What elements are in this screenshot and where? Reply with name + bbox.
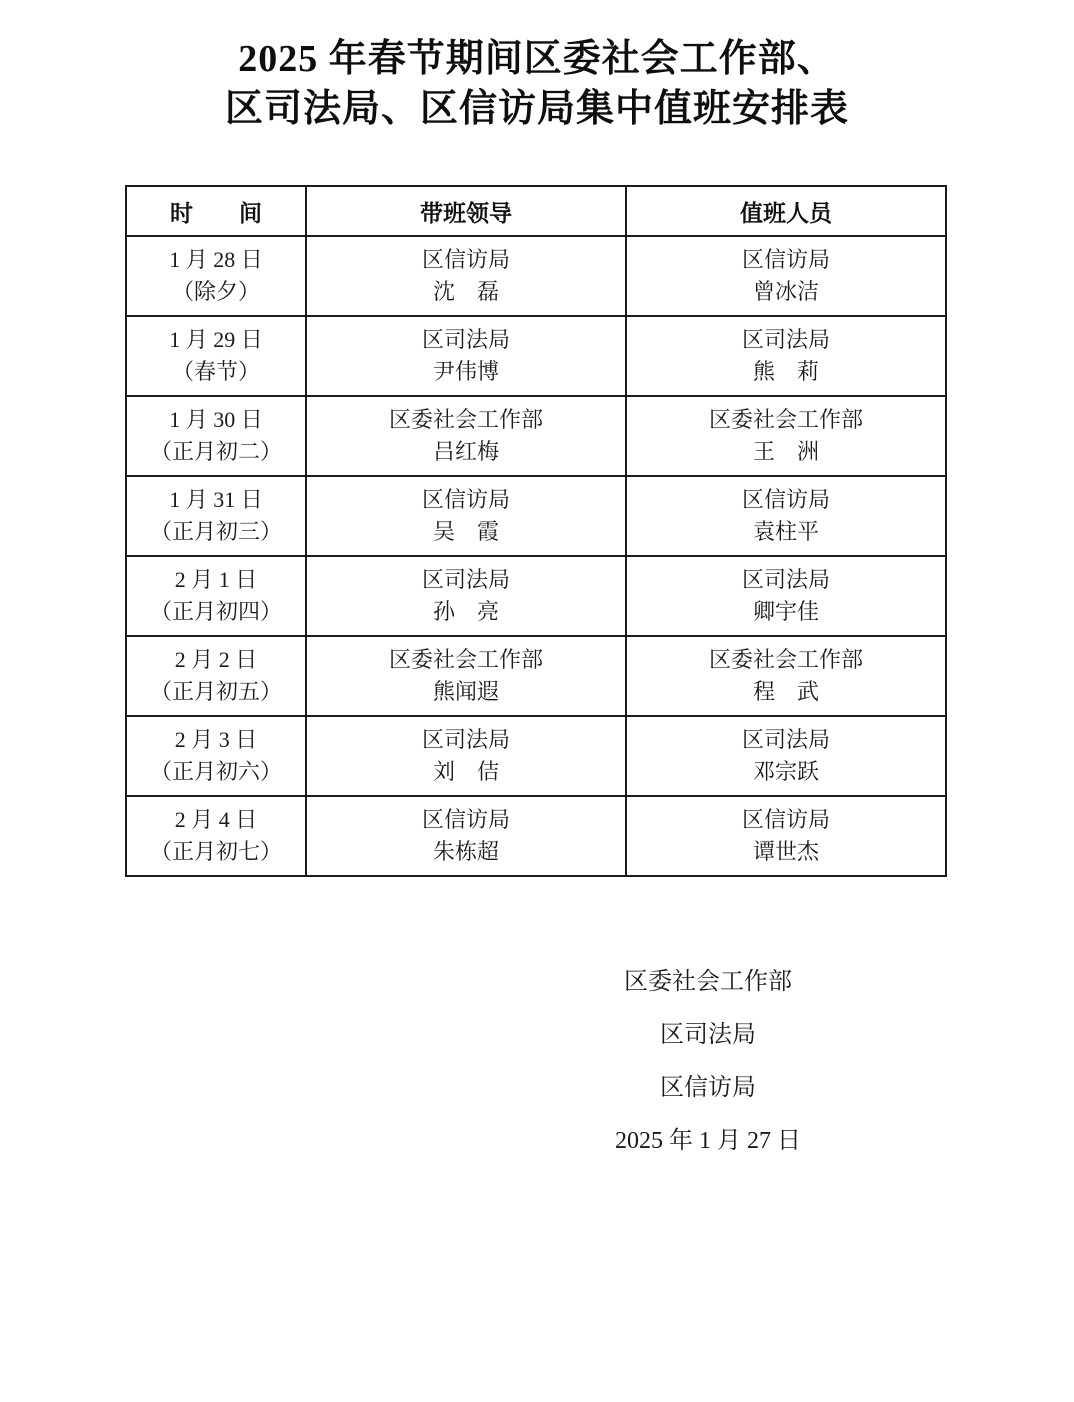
header-leader: 带班领导 xyxy=(306,186,626,236)
cell-duty xyxy=(626,716,946,796)
document-title xyxy=(0,34,1074,134)
duty-name: 王 洲 xyxy=(752,439,819,464)
cell-leader xyxy=(306,636,626,716)
festival-text: （正月初六） xyxy=(149,759,282,784)
festival-text: （正月初七） xyxy=(149,839,282,864)
cell-duty xyxy=(626,636,946,716)
leader-unit: 区信访局 xyxy=(421,487,510,512)
festival-text: （正月初三） xyxy=(149,519,282,544)
duty-name: 袁柱平 xyxy=(752,519,819,544)
signer-unit-3: 区信访局 xyxy=(660,1075,756,1101)
festival-text: （除夕） xyxy=(171,279,260,304)
duty-roster-table xyxy=(125,185,947,877)
cell-duty xyxy=(626,236,946,316)
signature-date: 2025 年 1 月 27 日 xyxy=(615,1128,801,1154)
table-header-row xyxy=(126,186,946,236)
duty-name: 程 武 xyxy=(752,679,819,704)
cell-date xyxy=(126,236,306,316)
cell-date xyxy=(126,716,306,796)
leader-unit: 区司法局 xyxy=(421,567,510,592)
title-line-1: 2025 年春节期间区委社会工作部、 xyxy=(238,38,836,80)
duty-unit: 区信访局 xyxy=(741,487,830,512)
leader-name: 朱栋超 xyxy=(432,839,499,864)
table-row xyxy=(126,796,946,876)
cell-leader xyxy=(306,796,626,876)
signer-unit-2: 区司法局 xyxy=(660,1022,756,1048)
leader-unit: 区委社会工作部 xyxy=(388,407,543,432)
duty-name: 卿宇佳 xyxy=(752,599,819,624)
cell-date xyxy=(126,396,306,476)
duty-unit: 区信访局 xyxy=(741,247,830,272)
leader-name: 孙 亮 xyxy=(432,599,499,624)
table-row xyxy=(126,636,946,716)
cell-leader xyxy=(306,716,626,796)
duty-unit: 区司法局 xyxy=(741,567,830,592)
duty-unit: 区委社会工作部 xyxy=(708,407,863,432)
header-duty-staff: 值班人员 xyxy=(626,186,946,236)
duty-name: 谭世杰 xyxy=(752,839,819,864)
cell-date xyxy=(126,476,306,556)
leader-name: 尹伟博 xyxy=(432,359,499,384)
leader-name: 刘 佶 xyxy=(432,759,499,784)
date-text: 1 月 29 日 xyxy=(169,327,263,352)
festival-text: （春节） xyxy=(171,359,260,384)
table-row xyxy=(126,716,946,796)
leader-unit: 区司法局 xyxy=(421,327,510,352)
cell-date xyxy=(126,636,306,716)
leader-name: 吴 霞 xyxy=(432,519,499,544)
date-text: 2 月 2 日 xyxy=(174,647,258,672)
date-text: 1 月 31 日 xyxy=(169,487,263,512)
cell-duty xyxy=(626,556,946,636)
leader-name: 沈 磊 xyxy=(432,279,499,304)
cell-duty xyxy=(626,796,946,876)
leader-name: 熊闻遐 xyxy=(432,679,499,704)
table-row xyxy=(126,236,946,316)
table-row xyxy=(126,316,946,396)
cell-date xyxy=(126,796,306,876)
duty-unit: 区信访局 xyxy=(741,807,830,832)
date-text: 2 月 4 日 xyxy=(174,807,258,832)
festival-text: （正月初二） xyxy=(149,439,282,464)
duty-unit: 区司法局 xyxy=(741,727,830,752)
table-row xyxy=(126,556,946,636)
date-text: 1 月 30 日 xyxy=(169,407,263,432)
title-line-2: 区司法局、区信访局集中值班安排表 xyxy=(224,88,849,130)
festival-text: （正月初五） xyxy=(149,679,282,704)
duty-name: 熊 莉 xyxy=(752,359,819,384)
cell-leader xyxy=(306,236,626,316)
cell-date xyxy=(126,316,306,396)
cell-duty xyxy=(626,396,946,476)
leader-unit: 区信访局 xyxy=(421,807,510,832)
leader-unit: 区信访局 xyxy=(421,247,510,272)
duty-unit: 区委社会工作部 xyxy=(708,647,863,672)
duty-unit: 区司法局 xyxy=(741,327,830,352)
signature-block xyxy=(374,956,1042,1168)
date-text: 1 月 28 日 xyxy=(169,247,263,272)
duty-name: 邓宗跃 xyxy=(752,759,819,784)
cell-leader xyxy=(306,396,626,476)
table-row xyxy=(126,396,946,476)
cell-leader xyxy=(306,316,626,396)
signer-unit-1: 区委社会工作部 xyxy=(624,969,792,995)
leader-unit: 区司法局 xyxy=(421,727,510,752)
leader-name: 吕红梅 xyxy=(432,439,499,464)
cell-duty xyxy=(626,476,946,556)
cell-duty xyxy=(626,316,946,396)
cell-date xyxy=(126,556,306,636)
festival-text: （正月初四） xyxy=(149,599,282,624)
leader-unit: 区委社会工作部 xyxy=(388,647,543,672)
date-text: 2 月 3 日 xyxy=(174,727,258,752)
table-row xyxy=(126,476,946,556)
date-text: 2 月 1 日 xyxy=(174,567,258,592)
duty-name: 曾冰洁 xyxy=(752,279,819,304)
cell-leader xyxy=(306,476,626,556)
cell-leader xyxy=(306,556,626,636)
header-time: 时 间 xyxy=(126,186,306,236)
